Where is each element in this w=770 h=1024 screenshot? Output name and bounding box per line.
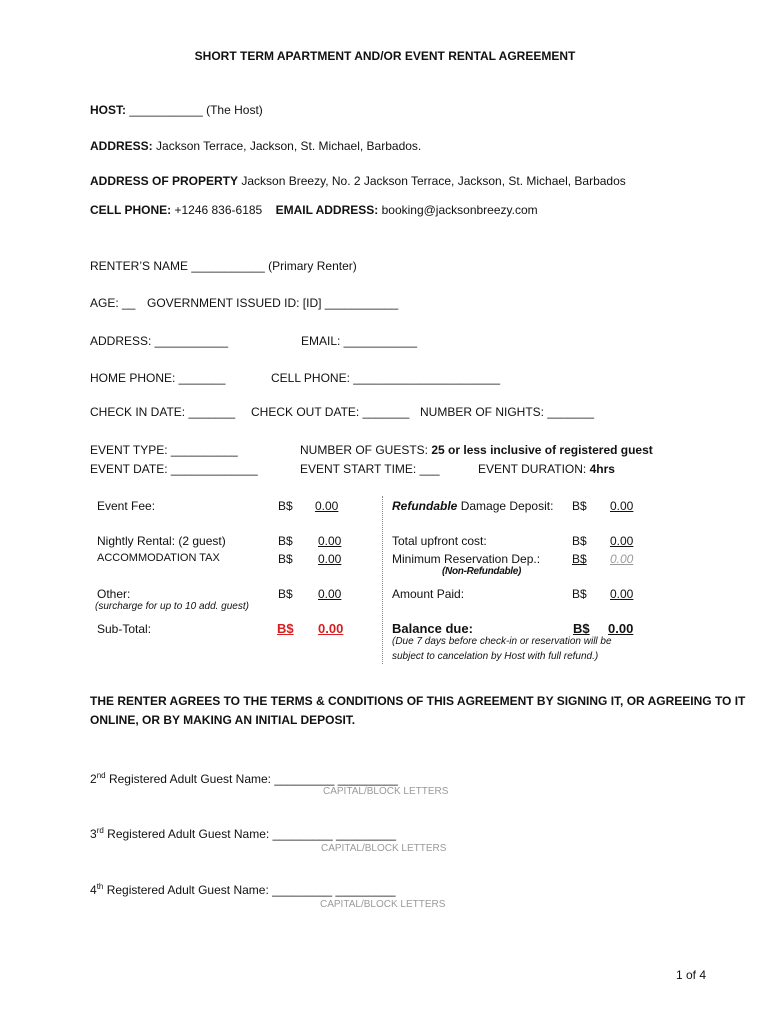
property-label: ADDRESS OF PROPERTY [90,174,239,188]
other-amount[interactable]: 0.00 [318,587,342,601]
min-res-amount[interactable]: 0.00 [610,552,634,566]
address-label: ADDRESS: [90,139,153,153]
renter-cell-phone-field[interactable]: CELL PHONE: ______________________ [271,371,501,385]
guest-4-hint: CAPITAL/BLOCK LETTERS [320,899,446,910]
home-phone-field[interactable]: HOME PHONE: _______ [90,371,226,385]
balance-currency: B$ [573,621,590,636]
other-label: Other: [97,587,131,601]
nights-field[interactable]: NUMBER OF NIGHTS: _______ [420,405,595,419]
deposit-line [392,499,553,513]
guest-2-label: Registered Adult Guest Name: [108,772,272,786]
guest-2-hint: CAPITAL/BLOCK LETTERS [323,786,449,797]
guest-3-name-field[interactable]: _________ _________ [272,827,397,841]
paid-currency: B$ [572,587,587,601]
upfront-currency: B$ [572,534,587,548]
guest-3-hint: CAPITAL/BLOCK LETTERS [321,843,447,854]
upfront-label: Total upfront cost: [392,534,487,548]
property-value: Jackson Breezy, No. 2 Jackson Terrace, Jackson, St. Michael, Barbados [241,174,626,188]
guests-count-line [300,443,653,457]
subtotal-label: Sub-Total: [97,622,152,636]
event-duration-label: EVENT DURATION: [478,462,587,476]
guest-4-line [90,882,396,897]
guest-4-label: Registered Adult Guest Name: [106,883,269,897]
guest-4-ordinal: 4 [90,883,97,897]
event-type-field[interactable]: EVENT TYPE: __________ [90,443,238,457]
guest-3-label: Registered Adult Guest Name: [107,827,270,841]
deposit-label-emphasis: Refundable [392,499,458,513]
guests-count-value: 25 or less inclusive of registered guest [431,443,653,457]
balance-note-2: subject to cancelation by Host with full refund.) [392,651,599,662]
upfront-amount[interactable]: 0.00 [610,534,634,548]
cell-phone-label: CELL PHONE: [90,203,172,217]
email-label: EMAIL ADDRESS: [275,203,379,217]
event-duration-line [478,462,615,476]
other-currency: B$ [278,587,293,601]
min-res-note: (Non-Refundable) [442,566,522,577]
balance-amount: 0.00 [608,621,634,636]
balance-note-1: (Due 7 days before check-in or reservation will be [392,636,612,647]
tax-amount[interactable]: 0.00 [318,552,342,566]
event-date-field[interactable]: EVENT DATE: _____________ [90,462,258,476]
guest-2-name-field[interactable]: _________ _________ [274,772,398,786]
address-line [90,139,421,153]
guest-2-ordinal: 2 [90,772,97,786]
check-out-field[interactable]: CHECK OUT DATE: _______ [251,405,410,419]
min-res-currency: B$ [572,552,587,566]
event-start-field[interactable]: EVENT START TIME: ___ [300,462,440,476]
guest-3-line [90,826,396,841]
check-in-field[interactable]: CHECK IN DATE: _______ [90,405,236,419]
age-field[interactable]: AGE: __ [90,296,136,310]
deposit-amount[interactable]: 0.00 [610,499,634,513]
min-res-label: Minimum Reservation Dep.: [392,552,541,566]
renter-email-field[interactable]: EMAIL: ___________ [301,334,418,348]
fee-divider [382,496,384,664]
host-line [90,103,263,117]
guest-2-line [90,771,398,786]
guests-count-label: NUMBER OF GUESTS: [300,443,429,457]
agreement-text-2: ONLINE, OR BY MAKING AN INITIAL DEPOSIT. [90,713,356,727]
subtotal-amount: 0.00 [318,621,344,636]
paid-label: Amount Paid: [392,587,465,601]
host-value: ___________ (The Host) [129,103,263,117]
other-note: (surcharge for up to 10 add. guest) [95,601,249,612]
property-line [90,174,626,188]
renter-name-field[interactable]: RENTER’S NAME ___________ (Primary Renter) [90,259,357,273]
host-label: HOST: [90,103,126,117]
guest-2-suffix: nd [96,771,106,780]
agreement-text-1: THE RENTER AGREES TO THE TERMS & CONDITIONS OF THIS AGREEMENT BY SIGNING IT, OR AGREEING TO IT [90,694,746,708]
event-duration-value: 4hrs [589,462,615,476]
tax-label: ACCOMMODATION TAX [97,552,220,564]
cell-phone-value: +1246 836-6185 [174,203,263,217]
balance-label: Balance due: [392,621,473,636]
guest-4-name-field[interactable]: _________ _________ [272,883,396,897]
guest-3-suffix: rd [96,826,104,835]
gov-id-field[interactable]: GOVERNMENT ISSUED ID: [ID] ___________ [147,296,399,310]
event-fee-currency: B$ [278,499,293,513]
event-fee-amount[interactable]: 0.00 [315,499,339,513]
deposit-currency: B$ [572,499,587,513]
event-fee-label: Event Fee: [97,499,156,513]
nightly-label: Nightly Rental: (2 guest) [97,534,226,548]
guest-3-ordinal: 3 [90,827,97,841]
renter-address-field[interactable]: ADDRESS: ___________ [90,334,229,348]
address-value: Jackson Terrace, Jackson, St. Michael, Barbados. [156,139,422,153]
page-number: 1 of 4 [676,968,707,982]
nightly-currency: B$ [278,534,293,548]
subtotal-currency: B$ [277,621,294,636]
nightly-amount[interactable]: 0.00 [318,534,342,548]
email-value: booking@jacksonbreezy.com [381,203,538,217]
document-title: SHORT TERM APARTMENT AND/OR EVENT RENTAL AGREEMENT [194,49,576,63]
paid-amount[interactable]: 0.00 [610,587,634,601]
guest-4-suffix: th [96,882,104,891]
deposit-label: Damage Deposit: [460,499,554,513]
contact-line [90,203,538,217]
tax-currency: B$ [278,552,293,566]
